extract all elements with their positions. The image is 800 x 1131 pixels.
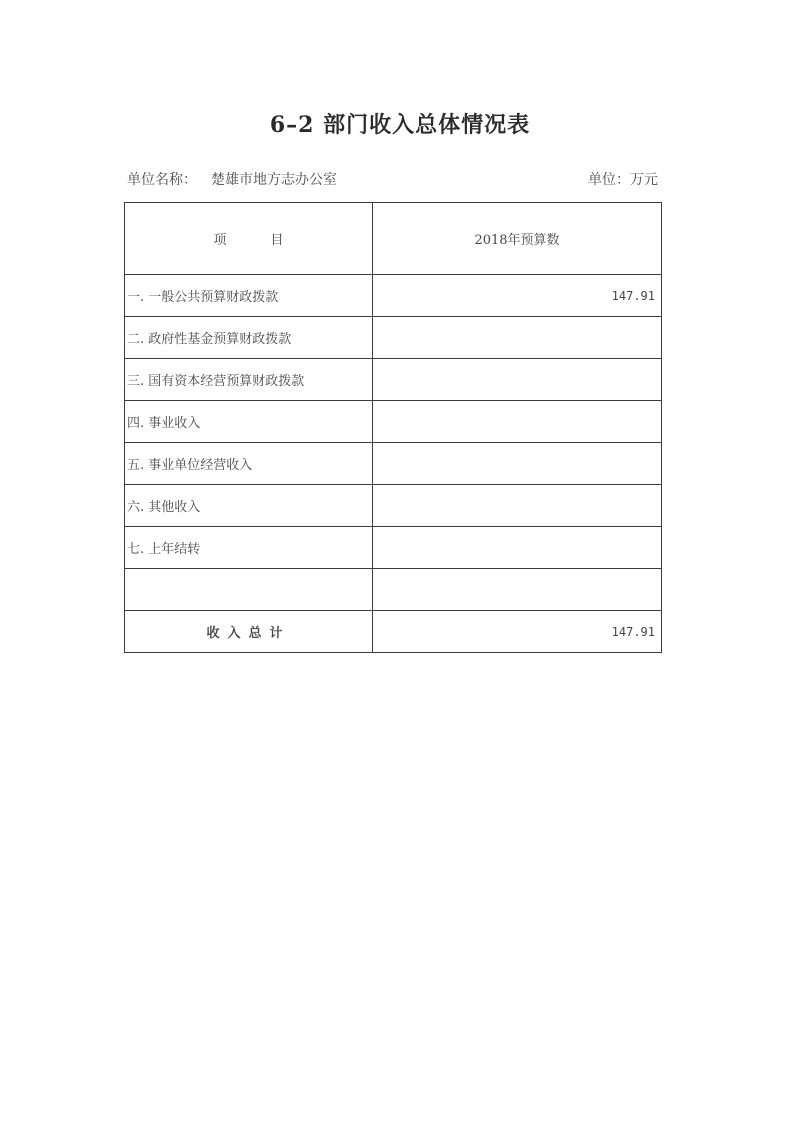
total-value: 147.91 [373, 611, 662, 653]
unit-name-line [127, 169, 337, 189]
row-label: 四. 事业收入 [125, 401, 373, 443]
table-header-row [125, 203, 662, 275]
row-value [373, 485, 662, 527]
row-label: 五. 事业单位经营收入 [125, 443, 373, 485]
table-row [125, 401, 662, 443]
header-item-char-a: 项 [213, 233, 227, 248]
row-label: 二. 政府性基金预算财政拨款 [125, 317, 373, 359]
header-item [125, 203, 373, 275]
table-row [125, 527, 662, 569]
table-row [125, 317, 662, 359]
total-row [125, 611, 662, 653]
row-value [373, 359, 662, 401]
row-label [125, 569, 373, 611]
row-value [373, 527, 662, 569]
income-table [124, 202, 662, 653]
row-value [373, 401, 662, 443]
table-row [125, 275, 662, 317]
row-label: 六. 其他收入 [125, 485, 373, 527]
table-row [125, 485, 662, 527]
row-label: 一. 一般公共预算财政拨款 [125, 275, 373, 317]
row-value: 147.91 [373, 275, 662, 317]
row-value [373, 317, 662, 359]
table-row [125, 569, 662, 611]
row-value [373, 443, 662, 485]
unit-name-value: 楚雄市地方志办公室 [211, 172, 337, 188]
total-label: 收入总计 [125, 611, 373, 653]
table-row [125, 443, 662, 485]
page-title: 6–2 部门收入总体情况表 [269, 112, 531, 138]
unit-name-label: 单位名称： [127, 172, 197, 188]
row-value [373, 569, 662, 611]
unit-label: 单位：万元 [588, 172, 658, 188]
table-row [125, 359, 662, 401]
row-label: 三. 国有资本经营预算财政拨款 [125, 359, 373, 401]
header-budget: 2018年预算数 [373, 203, 662, 275]
header-item-char-b: 目 [270, 233, 284, 248]
row-label: 七. 上年结转 [125, 527, 373, 569]
